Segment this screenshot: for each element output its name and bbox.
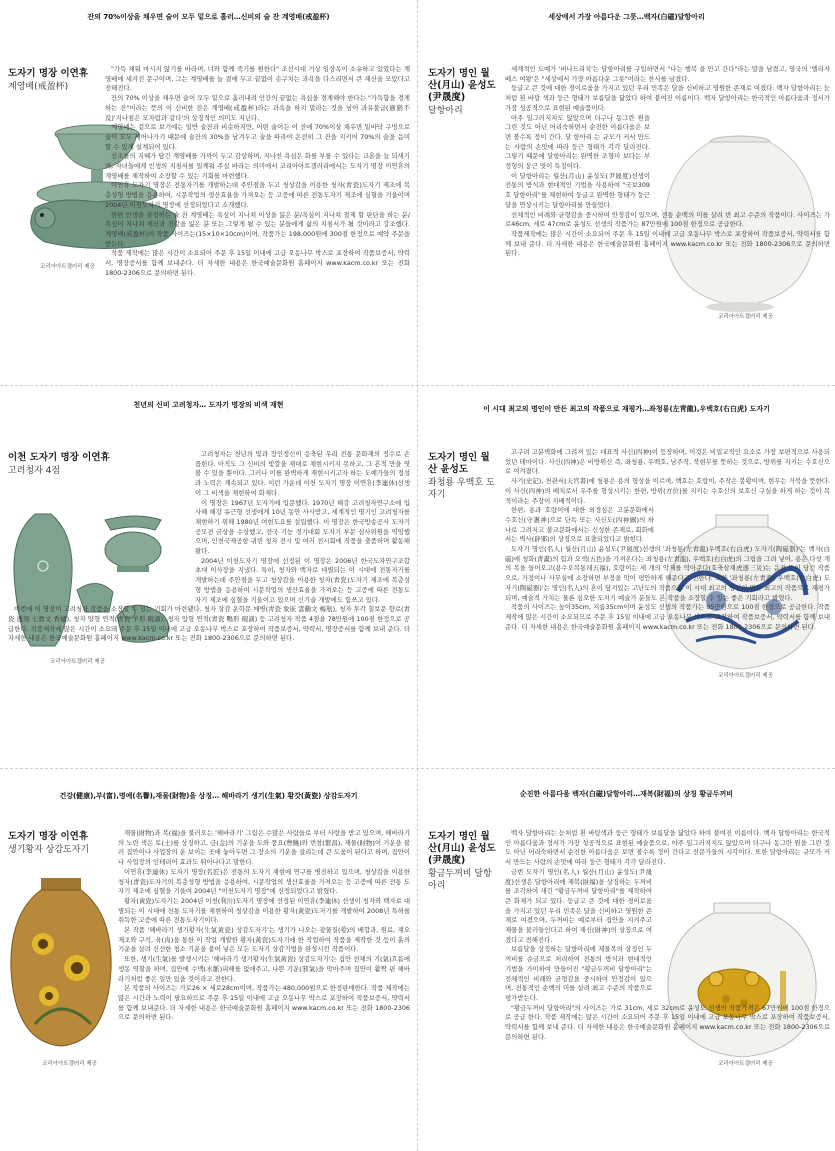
paragraph: 2004년 이천도자기 명장에 선정된 이 명장은 2006년 한국도자연구조합 초대 이사장을 지냈다. 특히, 청자와 백자로 대별되는 이 시대에 전통자기를 개발하는데 주안점을 두고 청상감을 이용한 청자(靑瓷)도자기 제조에 복층성형 방법을 응용하여 시문작업의 생산효율을 가져오는 등 고증에 따른 전통도자기 제조에 심혈을 기울이고 있으며 신기술 개발에도 힘쓰고 있다. bbox=[195, 556, 410, 604]
artist-name: 도자기 명장 이연휴 bbox=[8, 68, 89, 79]
paragraph: 백자 달항아리는 눈처럼 흰 바탕색과 둥근 형태가 보름달을 닮았다 하여 붙여진 이름이다. 백자 달항아리는 한국적인 아름다움과 정서가 가장 성공적으로 표현된 예술품으로, 아주 일그러지지도 않았으며 더구나 동그란 원을 그린 것도 아닌 어리숙하면서 순진한 아름다움은 보면 볼수록 정이 간다고 전문가들의 시각이다. 또한 달항아리는 규모가 커서 만드는 사람의 손맛에 따라 둥근 형태가 각각 달라진다. bbox=[505, 829, 830, 867]
article-title: 천년의 신비 고려청자… 도자기 명장의 비색 재현 bbox=[133, 401, 284, 409]
paragraph: 고구려 고분벽화에 그려져 있는 대표적 사신(四神)이 등장하며, 이것은 비밀교적인 요소로 가장 보편적으로 사용되었던 테마이다. 사신(四神)은 비방위신 즉, 좌청룡, 우백호, 남주작, 북현무를 뜻하는 것으로, 방위를 지키는 수호신으로 여겨졌다. bbox=[505, 448, 830, 476]
paragraph: 전체적인 비례와 균형감을 중시하여 안정감이 있으며, 전통 순백의 미를 살려 번 최고 수준의 작품이다. 사이즈는 가로46cm, 세로 47cm로 윤성도 선생의 작품가는 87만원에 100점 한정으로 공급한다. bbox=[505, 210, 830, 229]
paragraph: 이연휴(李連休) 도자기 명장(名匠)은 전통의 도자기 재현에 연구를 병진하고 있으며, 청상감을 이용한 청자(靑瓷)도자기의 복층성형 방법을 응용하여, 시문작업의 생산효율을 가져오는 등 고증에 따른 전통 도자기 제조에 심혈을 기울여 2004년 "이천도자기 명장"에 선정되었다고 밝혔다. bbox=[118, 867, 410, 896]
paragraph: 이번에 이 명장이 고려청자 작품을 소장할 수 있는 기회가 마련됐다. 청자 상감 운학문 매병(靑瓷 象嵌 雲鶴文 梅甁), 청자 투각 칠보문 향로(靑瓷 透刻 七寶文 香爐), 청자 양형 연적(靑瓷 羊形 硯滴), 청자 압형 연적(靑瓷 鴨形 硯滴) 등 고려청자 작품 4점을 78만원에 100점 한정으로 공급한다. 작품제작에 많은 시간이 소요돼 주문 후 15일 이내에 고급 오동나무 박스로 포장하여 작품보증서, 약력서, 명장증서를 함께 보내 준다. 더 자세한 내용은 한국예술문화원 홈페이지 www.kacm.co.kr 또는 전화 1800-2306으로 문의하면 된다. bbox=[8, 605, 410, 643]
article-body bbox=[8, 450, 410, 764]
article-title: 건강(健康),부(富),명예(名譽),재물(財物)을 상징… 해바라기 생기(生氣) 황갓(黃瓷) 상감도자기 bbox=[59, 792, 358, 800]
work-name: 황금두꺼비 달항아리 bbox=[428, 869, 492, 891]
work-name: 생기황자 상감도자기 bbox=[8, 845, 90, 855]
photo-credit: 코리아아트갤러리 제공 bbox=[42, 1061, 97, 1067]
paragraph: 작품 제작에는 많은 시간이 소요되어 주문 후 15일 이내에 고급 오동나무 박스로 포장하여 작품보증서, 약력서, 명장증서를 함께 보내준다. 더 자세한 내용은 한국예술문화원 홈페이지 www.kacm.co.kr 또는 전화 1800-2306으로 문의하면 된다. bbox=[105, 249, 410, 277]
article-body bbox=[505, 448, 830, 764]
photo-credit: 코리아아트갤러리 제공 bbox=[718, 314, 773, 320]
paragraph: 이 달항아리는 월산(月山) 윤성도(尹晟度)선생이 전통의 방식과 현대적인 기법을 사용하여 "국보309호 달항아리"를 재현하여 둥글고 완벽한 형태가 둥근 달을 연상시키는 달항아리를 만들었다. bbox=[505, 171, 650, 209]
paragraph: 둥글고 큰 것에 대한 경이로움을 가지고 있던 우리 민족은 달을 신비하고 영원한 존재로 여겼다. 백자 달항아리는 눈처럼 흰 바탕 색과 둥근 형태가 보름달을 닮았다 하여 붙여진 이름이다. 백자 달항아리는 한국적인 아름다움과 정서가 가장 성공적으로 표현된 예술품이다. bbox=[505, 84, 830, 112]
paragraph: 황자(黃瓷)도자기는 2004년 이천(利川)도자기 명장에 선정된 이연휴(李連休) 선생이 청자와 백자로 대별되는 이 시대에 전통 도자기를 재현하여 청상감을 이용한 황자(黃瓷)도자기를 개발하여 2008년 특허를 취득한 고증에 따른 전통도자기이다. bbox=[118, 896, 410, 925]
work-name: 계영배(戒盈杯) bbox=[8, 82, 69, 92]
artist-name: 도자기 명인 월산(月山) 윤성도(尹晟度) bbox=[428, 831, 496, 866]
article-body bbox=[105, 65, 410, 380]
article-body bbox=[118, 829, 410, 1147]
paragraph: 계영배는 겉으로 보기에는 일반 술잔과 비슷하지만, 어떤 술이든 이 잔에 70%이상 채우면 밑바닥 구멍으로 술이 모두 새어나가기 때문에 술잔의 30%을 남겨두고 술을 따라야 온전히 그 잔을 지키어 70%의 술을 음미할 수 있게 설계되어 있다. bbox=[105, 123, 410, 151]
article-dragon-tiger-jar bbox=[418, 386, 835, 768]
paragraph: 작품제작에는 많은 시간이 소요되어 주문 후 15일 이내에 고급 오동나무 박스로 포장하여 작품보증서, 약력서를 함께 보내 준다. 더 자세한 내용은 한국예술문화원 홈페이지 www.kacm.co.kr 또는 전화 1800-2306으로 문의하면 된다. bbox=[505, 229, 830, 258]
article-title: 잔의 70%이상을 채우면 술이 모두 밑으로 흘러…신비의 술 잔 계영배(戒盈杯) bbox=[87, 13, 330, 21]
article-title: 이 시대 최고의 명인이 만든 최고의 작품으로 재평가…좌청룡(左靑龍),우백호(右白虎) 도자기 bbox=[483, 405, 770, 413]
paragraph: "가득 채워 마시지 않기를 바라며, 너와 함께 죽기를 원한다" 조선시대 거상 임상옥이 소유하고 있었다는 계영배에 새겨진 문구이며, 그는 계영배를 늘 곁에 두고 끝없이 솟구치는 과욕을 다스리면서 큰 재산을 모았다고 전해진다. bbox=[105, 65, 410, 93]
photo-credit: 코리아아트갤러리 제공 bbox=[718, 1061, 773, 1067]
artist-name: 도자기 명인 월산 윤성도 bbox=[428, 452, 490, 475]
work-name: 좌청룡 우백호 도자기 bbox=[428, 478, 495, 500]
article-golden-toad-jar bbox=[418, 769, 835, 1151]
article-moon-jar bbox=[418, 0, 835, 385]
article-side-label bbox=[428, 831, 496, 892]
paragraph: 사기(史記), 천관서(天官書)에 청룡은 용의 형상을 이르며, 백호는 호랑이, 주작은 봉황이며, 현무는 거북을 뜻한다. 이 사신(四神)의 배치로서 우주를 형성시키는 한편, 방위(方位)를 지키는 수호신의 보호신 구실을 하게 하는 것이 목적이라는 주장이 지배적이다. bbox=[505, 477, 830, 505]
paragraph: 아주 일그러지지도 않았으며 더구나 동그란 원을 그린 것도 아닌 어리숙하면서 순진한 아름다움은 보면 볼수록 정이 간다. 달 항아리 는 규모가 커서 만드는 사람의 손맛에 따라 둥근 형태가 각각 달라진다. 그렇기 때문에 달항아리는 완벽한 조형미 보다는 부정형의 둥근 멋이 특징이다. bbox=[505, 113, 650, 171]
work-name: 달항아리 bbox=[428, 106, 463, 116]
article-title: 세상에서 가장 아름다운 그릇…백자(白磁)달항아리 bbox=[548, 13, 705, 21]
paragraph: 작품의 사이즈는 높이35cm, 지름35cm이며 윤성도 선생의 작품가는 95만원으로 100점 한정으로 공급한다. 작품 제작에 많은 시간이 소요되므로 주문 후 15일 이내에 고급 오동나무 박스로 포장하여 작품보증서, 약력서를 함께 보내준다. 더 자세한 내용은 한국예술문화원 홈페이지 www.kacm.co.kr 또는 전화 1800-2306으로 문의하면 된다. bbox=[505, 603, 830, 631]
article-goryeo-celadon bbox=[0, 386, 417, 768]
paragraph: 한편, 용과 호랑이에 대한 외경심은 고분문화에서 수호신(守護神)으로 단독 또는 사신도(四神圖)의 하나로 그려지고 불교문화에서는 신성한 존재로, 회화에서는 벽사(辟邪)의 상징으로 표출되었다고 밝힌다. bbox=[505, 506, 654, 544]
paragraph: 이 명장은 1967년 도자기에 입문했다. 1970년 해강 고려청자연구소에 입사해 해강 유근형 선생에게 10년 동안 사사받고, 세계적인 명기인 고려청자를 재현하기 위해 1980년 여현도요를 설립했다. 이 명장은 한국방송공사 도자기 공모전 금상을 수상했고, 전국 기능 경기대회 도자기 부문 심사위원을 역임했으며, 인천국제공항 귀빈 청자 전시 및 여러 전시회에 작품을 출품하며 활동해 왔다. bbox=[195, 498, 410, 556]
paragraph: 한편 인생을 상징하는 술 잔 계영배는 욕심이 지나쳐 이성을 잃은 분/욕심이 지나쳐 절제 할 판단을 하는 분/욕심이 지나쳐 재산과 건강을 잃은 분 또는 그렇게 될 수 있는 분들에게 삶의 지침서가 될 것이라고 강조했다. 계영배(戒盈杯)의 작품 사이즈는(15×10×10cm)이며, 작품가는 198,000원에 300점 한정으로 예약 주문을 받는다. bbox=[105, 210, 410, 248]
artist-name: 이천 도자기 명장 이연휴 bbox=[8, 452, 110, 463]
article-body bbox=[505, 65, 830, 380]
paragraph: 보름달을 상징하는 달항아리에 재물복의 상징인 두꺼비를 순금으로 처리하여 전통의 방식과 현대적인 기법을 가미하여 만들어진 "황금두꺼비 달항아리"는 전체적인 비례와 균형감을 중시하여 안정감이 있으며, 전통적인 순백의 미를 살려 최고 수준의 작품으로 평가받는다. bbox=[505, 945, 652, 1002]
artist-name: 도자기 명인 월산(月山) 윤성도(尹晟度) bbox=[428, 68, 496, 103]
artist-name: 도자기 명장 이연휴 bbox=[8, 831, 89, 842]
paragraph: 이연휴 도자기 명장은 전통자기를 개발하는데 주안점을 두고 청상감을 이용한 청자(靑瓷)도자기 제조에 복층성형 방법을 응용하여, 시문작업의 생산효율을 가져오는 등 고증에 따른 전통도자기 제조에 심혈을 기울이며 2004년 이천도자기 명장에 선정되었다고 소개했다. bbox=[105, 181, 410, 209]
paragraph: 선조들의 지혜가 담긴 계영배를 가까이 두고 감상하며, 지나친 욕심은 화를 부를 수 있다는 교훈을 늘 되새기며, 자녀들에게 인생의 지침서를 일깨워 주실 바라는 의미에서 코리아아트갤러리에서는 도자기 명장 이연휴의 계영배를 제작하여 소장할 수 있는 기회를 마련했다. bbox=[105, 152, 410, 180]
article-title: 순진한 아름다움 백자(白磁)달항아리…재복(財福)의 상징 황금두꺼비 bbox=[519, 790, 734, 798]
paragraph: 재물(財物)과 복(福)을 불러오는 '해바라기' 그림은 수많은 사람들로 부터 사랑을 받고 있으며, 해바라기의 노란 색은 토(土)를 상징하고, 금(金)의 기운을 도와 풍요(豊饒)와 번창(繁昌), 재물(財物)이 기운을 불러 집안이나 사업장의 운 보이는 곳에 놓아두면 그 장소의 기운을 살리는데 큰 도움이 된다고 하며, 집안이나 사업장의 인테리어 효과도 뛰어나다고 말한다. bbox=[118, 829, 410, 867]
paragraph: 본 작품 '해바라기 생기황자(生氣黃瓷) 상감도자기'는 생기가 나오는 광물질(황)의 배합과, 원료, 재오 제조와 구석, 육(肉)을 통한 이 작업 개발한 황자(黃瓷)도자기에 한 작업하여 작품을 제작한 것 등이 흙의 기운을 살려 신선한 청소 기운을 불어 넣은 모든 도자기 상감기법을 완성시킨 작품이다. bbox=[118, 926, 410, 954]
photo-credit: 코리아아트갤러리 제공 bbox=[718, 673, 773, 679]
article-side-label bbox=[8, 831, 118, 856]
photo-credit: 코리아아트갤러리 제공 bbox=[40, 264, 95, 270]
article-body bbox=[505, 829, 830, 1147]
paragraph: 본 작품의 사이즈는 가로26 × 세로28cm이며, 작품가는 480,000원으로 한정판매한다. 작품 제작에는 많은 시간과 노력이 필요하므로 주문 후 15일 이내에 고급 오동나무 박스로 포장하여 작품보증서, 약력서를 함께 보내준다. 더 자세한 내용은 한국예술문화원 홈페이지 www.kacm.co.kr 또는 전화 1800-2306으로 문의하면 된다. bbox=[118, 984, 410, 1022]
paragraph: 고려청자는 천년의 빛과 장인정신이 응축된 우리 전통 문화재의 정수로 손 꼽힌다. 아직도 그 신비의 빛깔을 재대로 재현시키지 못하고, 그 흔적 만을 엿볼 수 있을 뿐이다. 그러나 이를 완벽하게 재현시키고자 하는 도예가들의 정성과 노력은 계속되고 있다. 이런 가운데 이천 도자기 명장 이연휴(李連休)선생이 그 비색을 재현하여 화제다. bbox=[195, 450, 410, 497]
article-sunflower-jar bbox=[0, 769, 417, 1151]
article-side-label bbox=[428, 68, 496, 117]
paragraph: 금번 도자기 명인(名人) 월산(月山) 윤성도(尹晟度)선생은 달항아리에 재복(財福)을 상징하는 두꺼비를 조각하여 새긴 "황금두꺼비 달항아리"를 제작하여 큰 화제가 되고 있다. 둥글고 큰 것에 대한 경이로움을 가지고 있던 우리 민족은 달을 신비하고 영원한 존재로 여겼으며, 두꺼비는 예로부터 집안을 지켜주고 재물을 불러들인다고 하여 재신(財神)의 상징으로 여겼다고 전해진다. bbox=[505, 867, 652, 944]
paragraph: 잔의 70% 이상을 채우면 술이 모두 밑으로 흘러내려 인간의 끝없는 욕심을 경계해야 한다는 "가득함을 경계하는 잔"이라는 뜻의 이 신비한 잔은 계영배(戒盈杯)라는 과욕을 하지 말라는 것을 넘어 과유불급(過猶不及)'지나침은 모자람과 같다'의 상징적인 의미도 지닌다. bbox=[105, 94, 410, 122]
work-name: 고려청자 4점 bbox=[8, 466, 61, 476]
article-side-label bbox=[428, 452, 496, 501]
article-gyeyoungbae bbox=[0, 0, 417, 385]
article-side-label bbox=[8, 68, 103, 93]
photo-credit: 코리아아트갤러리 제공 bbox=[50, 659, 105, 665]
paragraph: 도자기 명인(名人) 월산(月山) 윤성도(尹晟度)선생의 '좌청룡(左靑龍)우백호(右白虎) 도자기(陶磁器)'는 백자(白磁)에 청화(靑畵)의 힘과 오색(五色)을 가져온다는 좌청룡(左靑龍), 우백호(右白虎)의 그림을 그려 넣어, 용은 다섯 개의 복을 들어오고(용수오복통래五福), 호랑이는 세 개의 악재를 막아준다(호축삼재虎逐三災)는 음전 뜻이 담긴 작품으로, 가정이나 사무실에 소장하면 부정을 막아 평안하게 해준다고 전한다. 또한 '좌청룡(左靑龍) 우백호(右白虎) 도자기(陶磁器)'는 명인(名人)의 혼이 담겨있는 고난도의 작품으로 이 시대 최고의 명인이 만든 최고의 작품으로 재평가 되며, 예술적 가치는 물론 심오한 도자기 예술가 분들도 본 작품을 소장할 수 있는 좋은 기회라고 밝혔다. bbox=[505, 545, 830, 602]
paragraph: "황금두꺼비 달항아리"의 사이즈는 가로 31cm, 세로 32cm로 윤성도 선생의 작품가격은 67만원에 100점 한정으로 공급 한다. 작품 제작에는 많은 시간이 소요되어 주문 후 15일 이내에 고급 오동나무 박스로 포장하여 작품보증서, 약력서를 함께 보내 준다. 더 자세한 내용은 한국예술문화원 홈페이지 www.kacm.co.kr 또는 전화 1800-2306으로 문의하면 된다. bbox=[505, 1003, 830, 1041]
sunflower-jar-image bbox=[5, 874, 117, 1054]
paragraph: 또한, 생기(生氣)를 발생시키는 '해바라기 생기황자(生氣黃瓷) 상감도자기'는 집안 전체의 기(氣)흐름에 생동 역할을 하며, 집안에 수맥(水脈)피해를 없애주고, 나쁜 기운(邪氣)을 막아주며 집안이 활짝 핀 해바라기처럼 좋은 일만 있을 것이라고 전한다. bbox=[118, 955, 410, 983]
paragraph: 세계적인 도예가 '버나드리치'는 달항아리를 구입하면서 "나는 행복 을 안고 간다"라는 말을 남겼고, 영국의 '엘리자베스 여왕'은 "세상에서 가장 아름다운 그릇"이라는 찬사를 남겼다. bbox=[505, 65, 830, 83]
